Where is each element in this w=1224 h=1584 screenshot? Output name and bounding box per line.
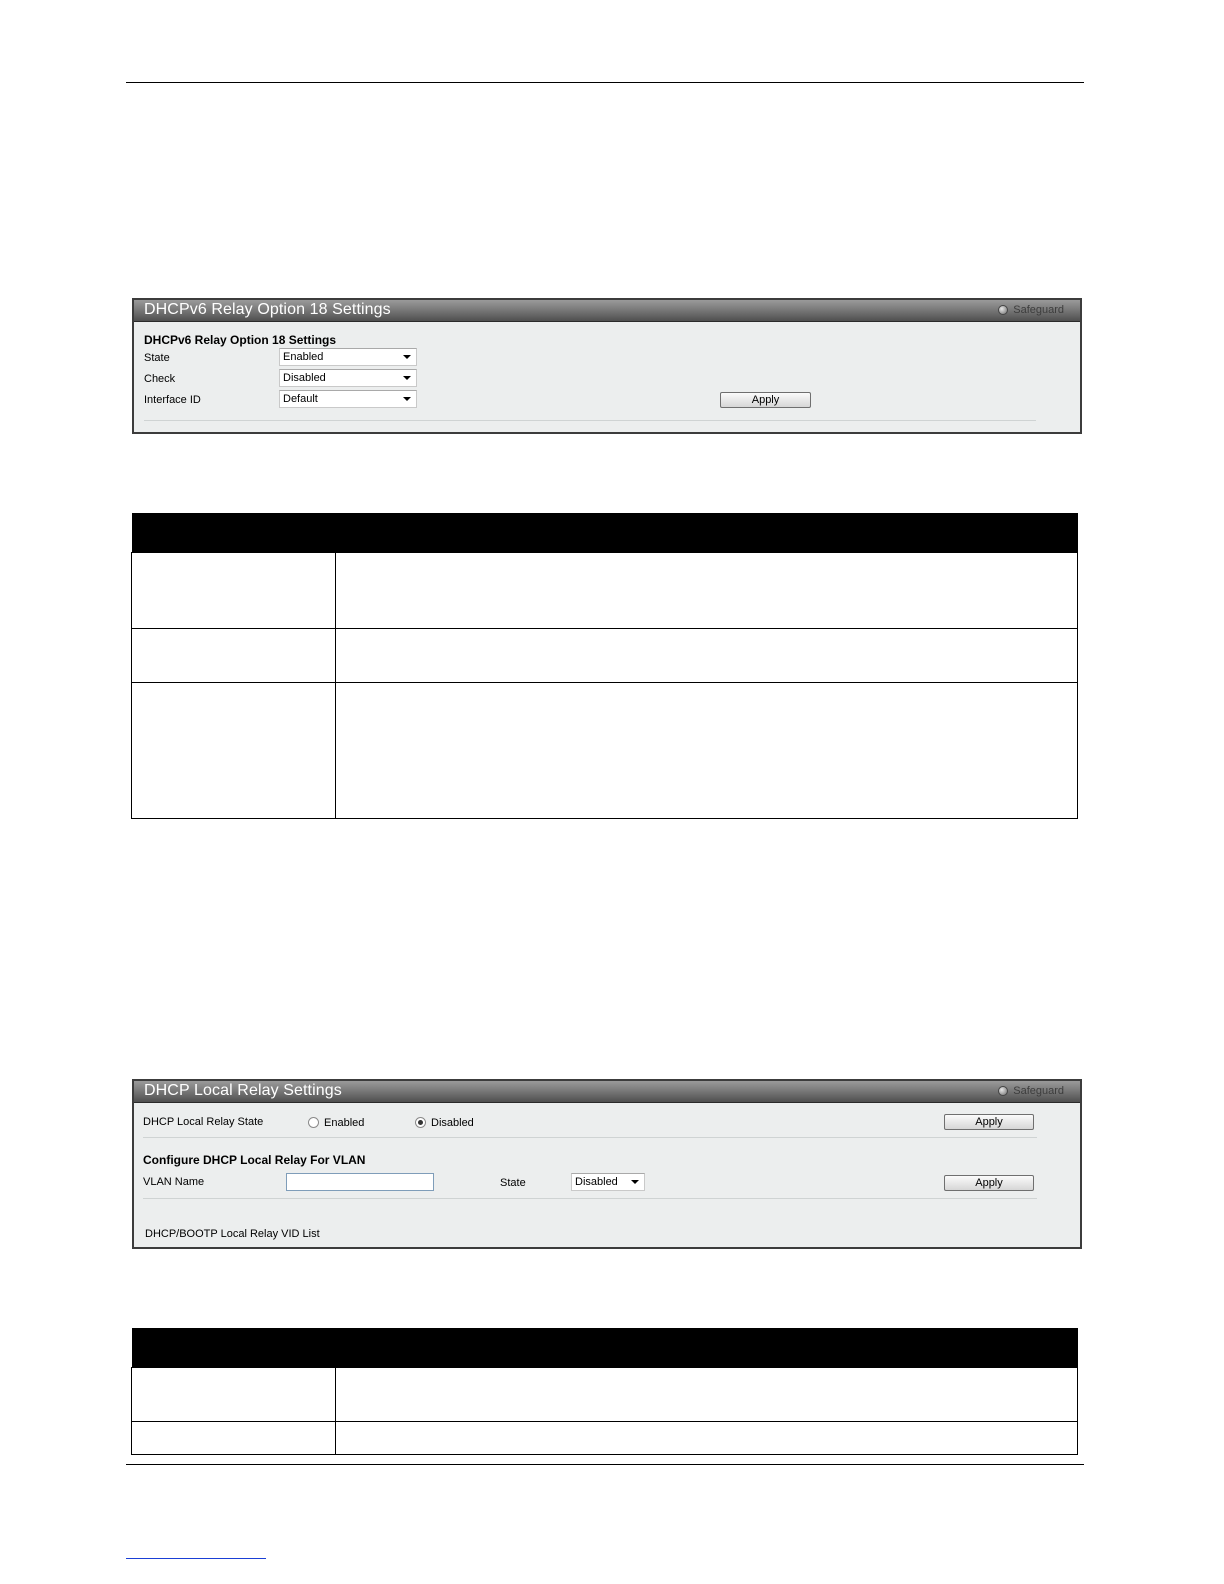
table-cell [336, 553, 1078, 629]
vlan-state-select-value: Disabled [575, 1176, 618, 1188]
table-cell [132, 1422, 336, 1455]
table-cell [336, 1368, 1078, 1422]
check-label: Check [144, 373, 176, 385]
safeguard-label: Safeguard [1013, 1085, 1064, 1097]
table-header-cell [132, 513, 336, 553]
table-row [132, 1368, 1078, 1422]
panel-divider [143, 1198, 1037, 1199]
state-label: State [144, 352, 170, 364]
table-row [132, 1422, 1078, 1455]
interface-id-select-value: Default [283, 393, 318, 405]
footer-link-underline [126, 1558, 266, 1559]
parameter-table-1 [131, 513, 1078, 819]
header-rule [126, 82, 1084, 83]
safeguard-indicator [998, 1085, 1064, 1097]
table-row [132, 553, 1078, 629]
table-cell [336, 1422, 1078, 1455]
table-cell [132, 629, 336, 683]
safeguard-indicator [998, 304, 1064, 316]
table-header-cell [336, 1328, 1078, 1368]
enabled-radio-label[interactable]: Enabled [324, 1117, 365, 1129]
table-cell [336, 683, 1078, 819]
dhcp-local-relay-panel [132, 1079, 1082, 1249]
table-row [132, 683, 1078, 819]
state-select-value: Enabled [283, 351, 324, 363]
disabled-radio[interactable] [415, 1117, 426, 1128]
chevron-down-icon [631, 1180, 639, 1184]
panel-title: DHCP Local Relay Settings [144, 1082, 342, 1099]
panel-header [134, 1081, 1080, 1103]
vlan-state-select[interactable] [571, 1173, 645, 1191]
apply-button[interactable]: Apply [720, 392, 811, 408]
vid-list-label: DHCP/BOOTP Local Relay VID List [145, 1228, 320, 1240]
chevron-down-icon [403, 376, 411, 380]
panel-title: DHCPv6 Relay Option 18 Settings [144, 301, 391, 318]
table-header-cell [132, 1328, 336, 1368]
safeguard-icon [998, 1086, 1008, 1096]
state-select[interactable] [279, 348, 417, 366]
interface-id-label: Interface ID [144, 394, 201, 406]
safeguard-icon [998, 305, 1008, 315]
interface-id-select[interactable] [279, 390, 417, 408]
panel-header [134, 300, 1080, 322]
check-select-value: Disabled [283, 372, 326, 384]
chevron-down-icon [403, 355, 411, 359]
table-cell [132, 683, 336, 819]
table-cell [132, 1368, 336, 1422]
table-header-row [132, 513, 1078, 553]
table-cell [336, 629, 1078, 683]
safeguard-label: Safeguard [1013, 304, 1064, 316]
table-header-cell [336, 513, 1078, 553]
local-relay-state-label: DHCP Local Relay State [143, 1116, 264, 1128]
panel-divider [144, 420, 1036, 421]
disabled-radio-label[interactable]: Disabled [431, 1117, 474, 1129]
table-row [132, 629, 1078, 683]
footer-rule [126, 1464, 1084, 1465]
section-title: DHCPv6 Relay Option 18 Settings [144, 333, 337, 347]
table-header-row [132, 1328, 1078, 1368]
vlan-state-label: State [500, 1177, 526, 1189]
panel-divider [143, 1137, 1037, 1138]
apply-vlan-button[interactable]: Apply [944, 1175, 1034, 1191]
chevron-down-icon [403, 397, 411, 401]
parameter-table-2 [131, 1328, 1078, 1455]
apply-state-button[interactable]: Apply [944, 1114, 1034, 1130]
check-select[interactable] [279, 369, 417, 387]
vlan-name-label: VLAN Name [143, 1176, 205, 1188]
dhcpv6-option18-panel [132, 298, 1082, 434]
enabled-radio[interactable] [308, 1117, 319, 1128]
table-cell [132, 553, 336, 629]
section-title: Configure DHCP Local Relay For VLAN [143, 1153, 366, 1167]
vlan-name-input[interactable] [286, 1173, 434, 1191]
